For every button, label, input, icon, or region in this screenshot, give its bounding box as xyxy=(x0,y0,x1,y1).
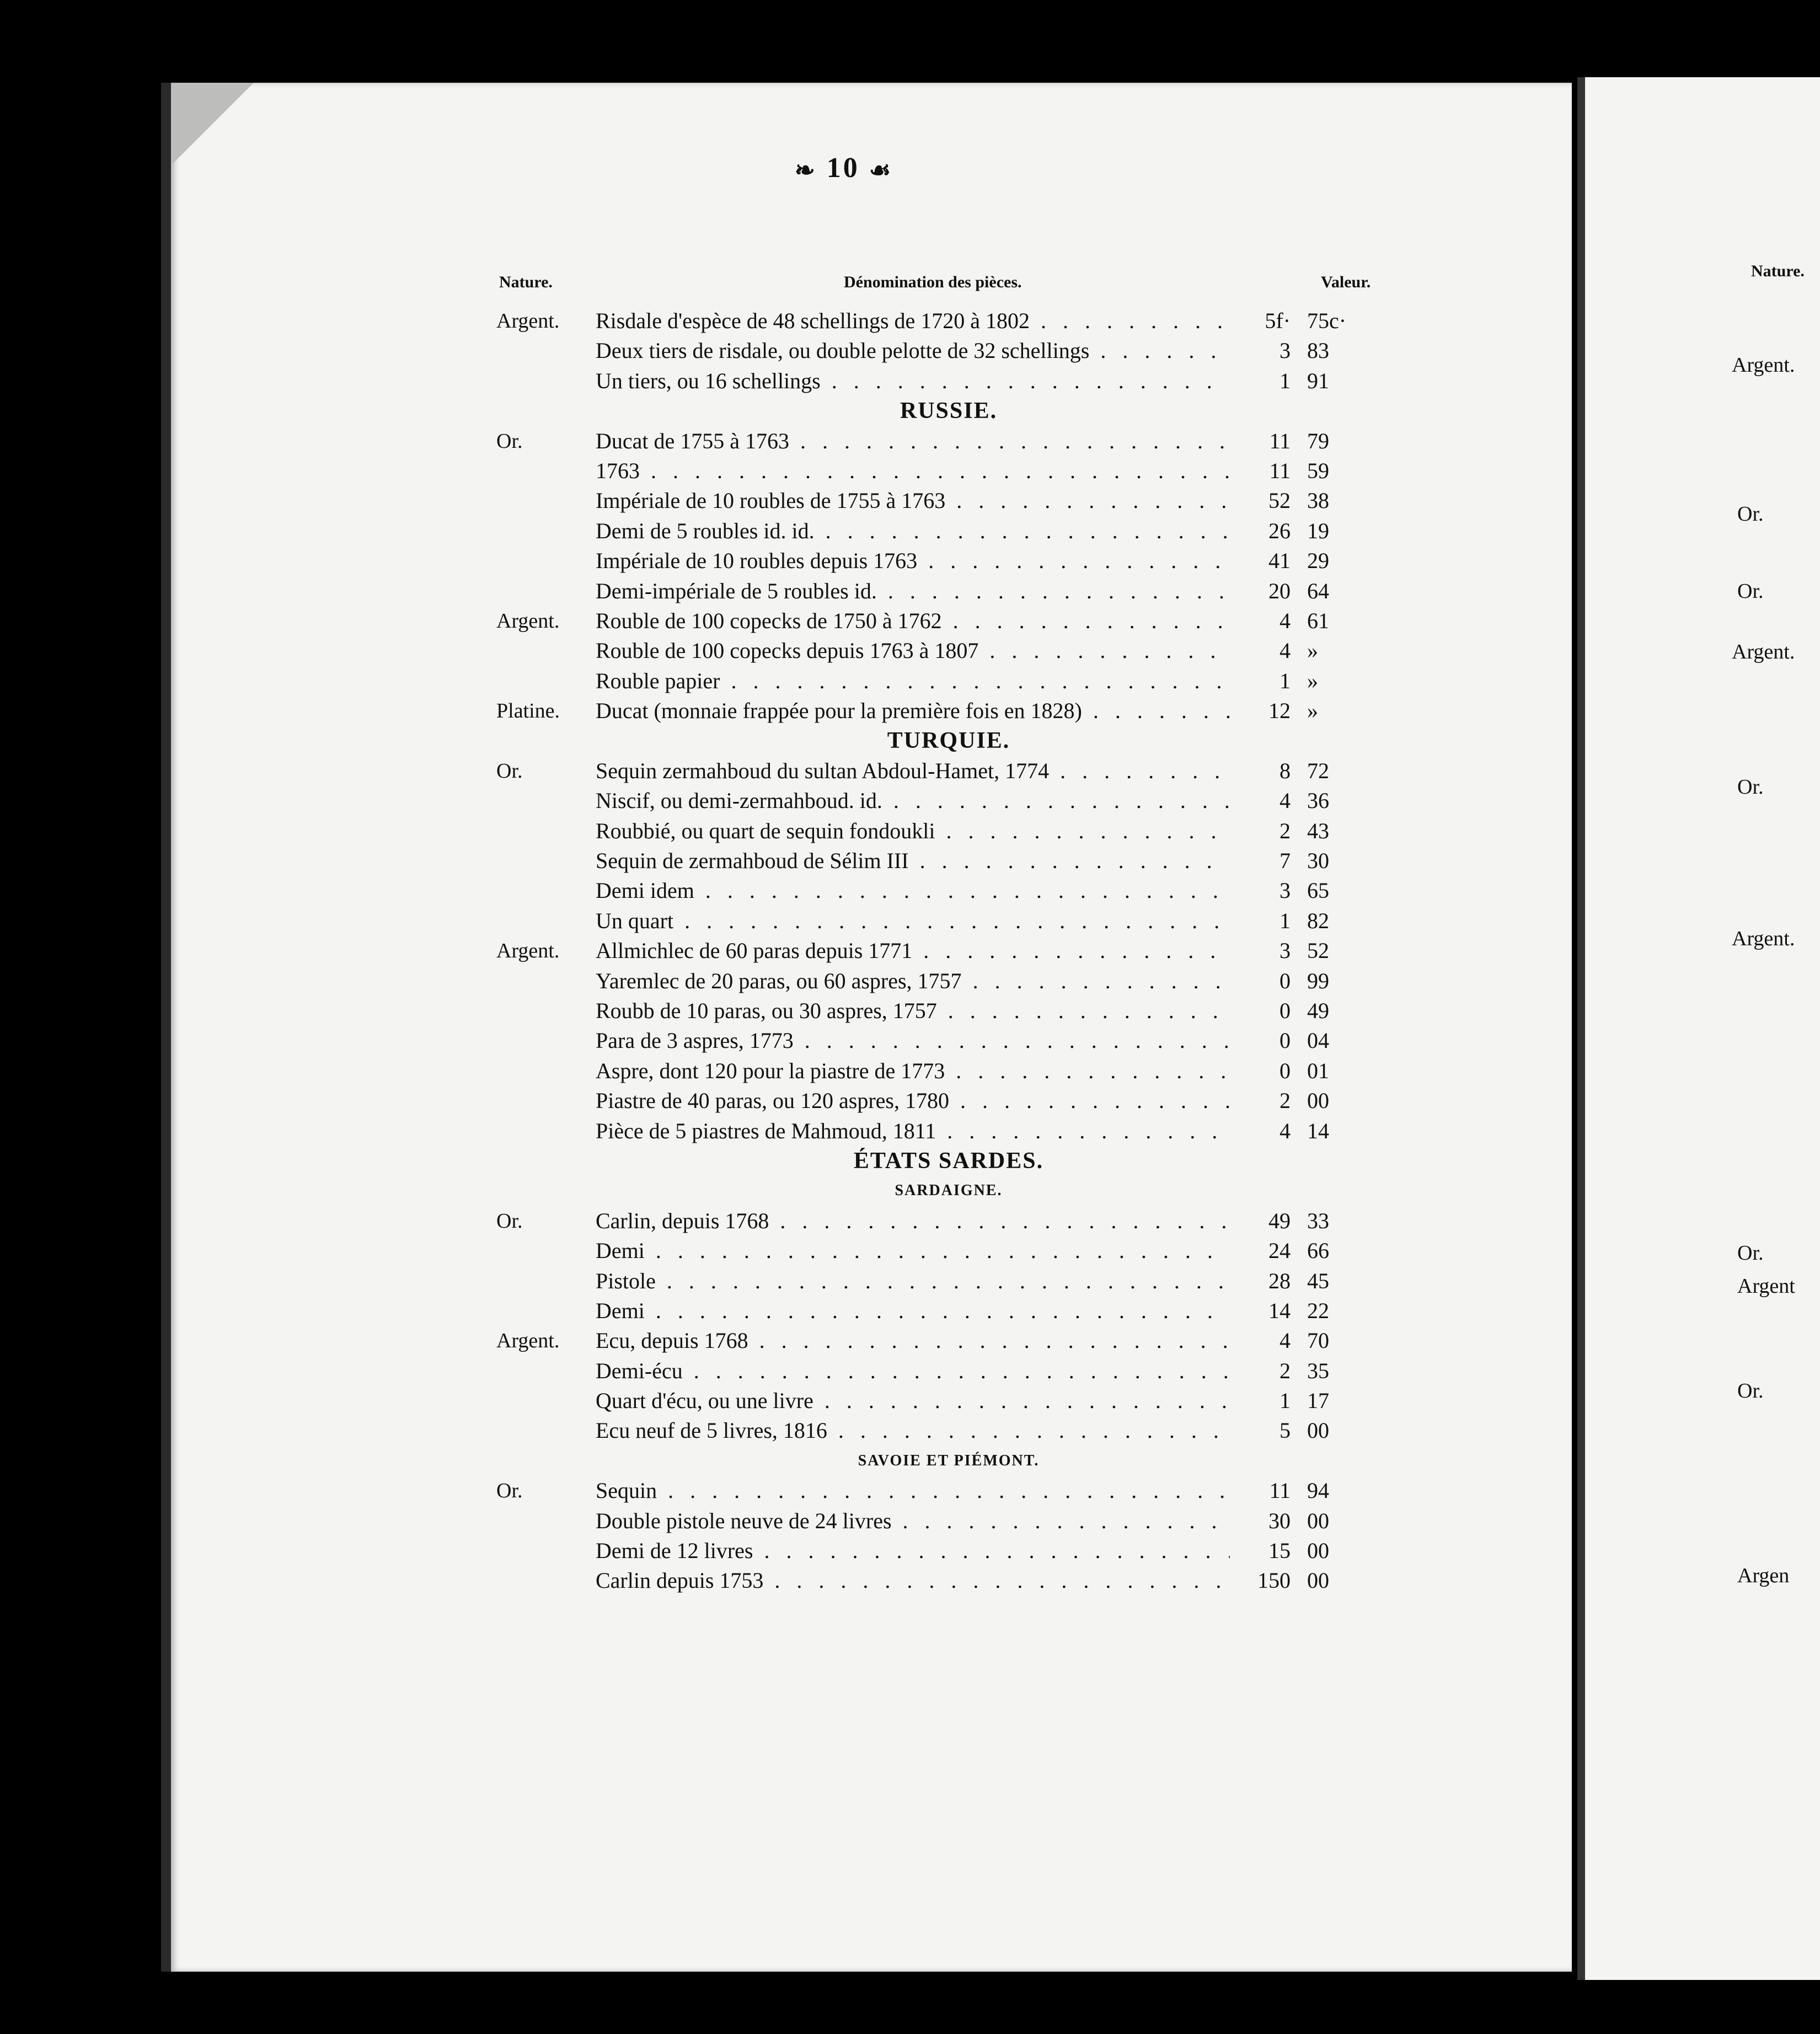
value-francs-cell: 0 xyxy=(1280,998,1291,1023)
value-centimes-cell: 70 xyxy=(1307,1328,1329,1353)
table-row xyxy=(496,576,1401,606)
denomination-cell: Carlin depuis 1753 . . . xyxy=(596,1566,1230,1596)
table-row xyxy=(496,1536,1401,1566)
denomination-cell: Impériale de 10 roubles de 1755 à 1763 . . . xyxy=(596,486,1230,516)
table-row xyxy=(496,1086,1401,1116)
value-centimes-cell: 59 xyxy=(1307,458,1329,483)
table-row xyxy=(496,1476,1401,1506)
table-row xyxy=(496,786,1401,816)
table-row xyxy=(496,1506,1401,1536)
nature-cell: Argent. xyxy=(496,939,560,963)
value-francs-cell: 2 xyxy=(1280,1088,1291,1114)
value-centimes-cell: 36 xyxy=(1307,788,1329,813)
value-centimes-cell: 00 xyxy=(1307,1088,1329,1114)
value-centimes-cell: 75c· xyxy=(1307,308,1347,333)
nature-cell: Argent. xyxy=(496,309,560,333)
denomination-cell: Sequin de zermahboud de Sélim III . . . xyxy=(596,846,1230,876)
value-centimes-cell: 22 xyxy=(1307,1298,1329,1323)
value-francs-cell: 4 xyxy=(1280,608,1291,633)
nature-cell: Or. xyxy=(496,1479,523,1503)
value-centimes-cell: 29 xyxy=(1307,548,1329,574)
denomination-cell: Demi . . . xyxy=(596,1296,1230,1326)
denomination-cell: Sequin zermahboud du sultan Abdoul-Hamet, 1774 . . . xyxy=(596,756,1230,786)
value-centimes-cell: 01 xyxy=(1307,1058,1329,1083)
denomination-cell: Rouble de 100 copecks depuis 1763 à 1807 . . . xyxy=(596,636,1230,666)
table-row xyxy=(496,816,1401,846)
value-francs-cell: 2 xyxy=(1280,1358,1291,1383)
denomination-cell: Deux tiers de risdale, ou double pelotte de 32 schellings . . . xyxy=(596,336,1230,366)
denomination-cell: Un quart . . . xyxy=(596,906,1230,936)
value-francs-cell: 3 xyxy=(1280,938,1291,964)
table-row xyxy=(496,1326,1401,1356)
value-centimes-cell: 49 xyxy=(1307,998,1329,1023)
value-centimes-cell: » xyxy=(1307,668,1318,693)
table-row xyxy=(496,666,1401,696)
value-francs-cell: 7 xyxy=(1280,848,1291,874)
value-centimes-cell: 04 xyxy=(1307,1028,1329,1053)
nature-cell: Or. xyxy=(496,759,523,783)
table-row xyxy=(496,516,1401,546)
value-centimes-cell: 64 xyxy=(1307,578,1329,603)
table-row xyxy=(496,936,1401,966)
value-francs-cell: 15 xyxy=(1268,1538,1291,1564)
ornament-left-icon: ❧ xyxy=(794,157,817,184)
value-centimes-cell: 65 xyxy=(1307,878,1329,903)
table-row xyxy=(496,336,1401,366)
denomination-cell: Rouble papier . . . xyxy=(596,666,1230,696)
table-row xyxy=(496,756,1401,786)
denomination-cell: Para de 3 aspres, 1773 . . . xyxy=(596,1026,1230,1056)
page-number-header xyxy=(734,152,954,185)
nature-cell: Or. xyxy=(496,429,523,453)
value-centimes-cell: 30 xyxy=(1307,848,1329,874)
denomination-cell: Demi-impériale de 5 roubles id. . . . xyxy=(596,576,1230,606)
nature-cell: Argent. xyxy=(496,1329,560,1353)
value-centimes-cell: 79 xyxy=(1307,428,1329,453)
table-row xyxy=(496,1296,1401,1326)
value-francs-cell: 1 xyxy=(1280,1388,1291,1414)
value-centimes-cell: 83 xyxy=(1307,338,1329,363)
nature-cell: Argent. xyxy=(496,609,560,633)
next-page-nature-label: Or. xyxy=(1737,580,1764,603)
value-francs-cell: 1 xyxy=(1280,368,1291,393)
next-page-nature-label: Argent xyxy=(1737,1275,1795,1298)
value-francs-cell: 41 xyxy=(1268,548,1291,574)
value-francs-cell: 3 xyxy=(1280,878,1291,903)
table-row xyxy=(496,1566,1401,1596)
value-francs-cell: 28 xyxy=(1268,1268,1291,1293)
next-page-nature-label: Argent. xyxy=(1732,354,1795,377)
value-francs-cell: 49 xyxy=(1268,1208,1291,1233)
ornament-right-icon: ☙ xyxy=(869,157,893,184)
value-centimes-cell: 91 xyxy=(1307,368,1329,393)
denomination-cell: 1763 . . . xyxy=(596,456,1230,486)
page-number: 10 xyxy=(826,152,860,184)
denomination-cell: Ecu neuf de 5 livres, 1816 . . . xyxy=(596,1416,1230,1446)
denomination-cell: Un tiers, ou 16 schellings . . . xyxy=(596,366,1230,396)
value-centimes-cell: 72 xyxy=(1307,758,1329,783)
denomination-cell: Yaremlec de 20 paras, ou 60 aspres, 1757 . . . xyxy=(596,966,1230,996)
value-francs-cell: 8 xyxy=(1280,758,1291,783)
denomination-cell: Double pistole neuve de 24 livres . . . xyxy=(596,1506,1230,1536)
value-francs-cell: 1 xyxy=(1280,668,1291,693)
section-title: ÉTATS SARDES. xyxy=(853,1148,1044,1174)
next-page-nature-label: Or. xyxy=(1737,502,1764,526)
value-francs-cell: 0 xyxy=(1280,1058,1291,1083)
value-centimes-cell: 33 xyxy=(1307,1208,1329,1233)
denomination-cell: Rouble de 100 copecks de 1750 à 1762 . . . xyxy=(596,606,1230,636)
value-centimes-cell: 43 xyxy=(1307,818,1329,843)
next-page-nature-label: Or. xyxy=(1737,775,1764,799)
next-page-header: Nature. xyxy=(1751,262,1805,280)
value-centimes-cell: 00 xyxy=(1307,1538,1329,1564)
value-centimes-cell: 19 xyxy=(1307,518,1329,543)
denomination-cell: Demi idem . . . xyxy=(596,876,1230,906)
table-row xyxy=(496,1236,1401,1266)
next-page-nature-label: Argen xyxy=(1737,1564,1790,1587)
denomination-cell: Pistole . . . xyxy=(596,1266,1230,1296)
denomination-cell: Ducat de 1755 à 1763 . . . xyxy=(596,426,1230,456)
next-page-nature-label: Or. xyxy=(1737,1241,1764,1265)
table-row xyxy=(496,846,1401,876)
value-centimes-cell: 17 xyxy=(1307,1388,1329,1414)
value-francs-cell: 0 xyxy=(1280,1028,1291,1053)
table-row xyxy=(496,306,1401,336)
value-centimes-cell: 94 xyxy=(1307,1478,1329,1503)
denomination-cell: Roubbié, ou quart de sequin fondoukli . . . xyxy=(596,816,1230,846)
column-header-valeur: Valeur. xyxy=(1321,273,1371,291)
page-corner-fold xyxy=(171,83,254,165)
value-centimes-cell: 35 xyxy=(1307,1358,1329,1383)
denomination-cell: Allmichlec de 60 paras depuis 1771 . . . xyxy=(596,936,1230,966)
value-francs-cell: 5 xyxy=(1280,1418,1291,1443)
value-francs-cell: 11 xyxy=(1269,458,1291,483)
denomination-cell: Demi . . . xyxy=(596,1236,1230,1266)
denomination-cell: Aspre, dont 120 pour la piastre de 1773 . . . xyxy=(596,1056,1230,1086)
section-title: RUSSIE. xyxy=(900,398,998,424)
value-centimes-cell: 82 xyxy=(1307,908,1329,933)
value-centimes-cell: 52 xyxy=(1307,938,1329,964)
subsection-title: SAVOIE ET PIÉMONT. xyxy=(858,1452,1040,1469)
table-row xyxy=(496,906,1401,936)
table-row xyxy=(496,1356,1401,1386)
subsection-title: SARDAIGNE. xyxy=(895,1182,1003,1200)
value-francs-cell: 11 xyxy=(1269,428,1291,453)
value-centimes-cell: 00 xyxy=(1307,1568,1329,1593)
value-francs-cell: 4 xyxy=(1280,638,1291,663)
value-francs-cell: 12 xyxy=(1268,698,1291,724)
denomination-cell: Ecu, depuis 1768 . . . xyxy=(596,1326,1230,1356)
table-row xyxy=(496,1026,1401,1056)
value-francs-cell: 14 xyxy=(1268,1298,1291,1323)
value-centimes-cell: 61 xyxy=(1307,608,1329,633)
value-francs-cell: 5f· xyxy=(1265,308,1291,333)
nature-cell: Or. xyxy=(496,1209,523,1233)
table-row xyxy=(496,1056,1401,1086)
denomination-cell: Impériale de 10 roubles depuis 1763 . . . xyxy=(596,546,1230,576)
denomination-cell: Ducat (monnaie frappée pour la première fois en 1828) . . . xyxy=(596,696,1230,726)
table-row xyxy=(496,966,1401,996)
table-row xyxy=(496,696,1401,726)
value-centimes-cell: 66 xyxy=(1307,1238,1329,1264)
table-row xyxy=(496,456,1401,486)
denomination-cell: Demi de 5 roubles id. id. . . . xyxy=(596,516,1230,546)
table-row xyxy=(496,546,1401,576)
denomination-cell: Carlin, depuis 1768 . . . xyxy=(596,1206,1230,1236)
value-francs-cell: 30 xyxy=(1268,1508,1291,1533)
value-centimes-cell: 38 xyxy=(1307,488,1329,513)
value-centimes-cell: 00 xyxy=(1307,1508,1329,1533)
table-row xyxy=(496,1116,1401,1146)
table-row xyxy=(496,1386,1401,1416)
nature-cell: Platine. xyxy=(496,699,560,723)
table-row xyxy=(496,1416,1401,1446)
table-row xyxy=(496,606,1401,636)
denomination-cell: Demi-écu . . . xyxy=(596,1356,1230,1386)
denomination-cell: Sequin . . . xyxy=(596,1476,1230,1506)
next-page-nature-label: Argent. xyxy=(1732,640,1795,663)
table-row xyxy=(496,876,1401,906)
value-francs-cell: 11 xyxy=(1269,1478,1291,1503)
value-francs-cell: 26 xyxy=(1268,518,1291,543)
denomination-cell: Roubb de 10 paras, ou 30 aspres, 1757 . . . xyxy=(596,996,1230,1026)
table-row xyxy=(496,426,1401,456)
value-francs-cell: 3 xyxy=(1280,338,1291,363)
value-francs-cell: 1 xyxy=(1280,908,1291,933)
value-centimes-cell: 45 xyxy=(1307,1268,1329,1293)
next-page-nature-label: Or. xyxy=(1737,1379,1764,1403)
denomination-cell: Demi de 12 livres . . . xyxy=(596,1536,1230,1566)
value-francs-cell: 150 xyxy=(1257,1568,1291,1593)
column-header-denomination: Dénomination des pièces. xyxy=(844,273,1022,291)
value-centimes-cell: 14 xyxy=(1307,1118,1329,1143)
value-centimes-cell: » xyxy=(1307,698,1318,724)
table-row xyxy=(496,486,1401,516)
value-francs-cell: 0 xyxy=(1280,968,1291,993)
value-centimes-cell: » xyxy=(1307,638,1318,663)
value-francs-cell: 2 xyxy=(1280,818,1291,843)
table-row xyxy=(496,1206,1401,1236)
table-row xyxy=(496,996,1401,1026)
denomination-cell: Quart d'écu, ou une livre . . . xyxy=(596,1386,1230,1416)
value-francs-cell: 4 xyxy=(1280,1118,1291,1143)
column-header-nature: Nature. xyxy=(499,273,553,291)
denomination-cell: Pièce de 5 piastres de Mahmoud, 1811 . . . xyxy=(596,1116,1230,1146)
value-francs-cell: 20 xyxy=(1268,578,1291,603)
table-row xyxy=(496,1266,1401,1296)
denomination-cell: Niscif, ou demi-zermahboud. id. . . . xyxy=(596,786,1230,816)
value-francs-cell: 24 xyxy=(1268,1238,1291,1264)
value-centimes-cell: 99 xyxy=(1307,968,1329,993)
table-row xyxy=(496,366,1401,396)
value-francs-cell: 52 xyxy=(1268,488,1291,513)
next-page-nature-label: Argent. xyxy=(1732,927,1795,950)
value-francs-cell: 4 xyxy=(1280,1328,1291,1353)
coin-value-table xyxy=(496,306,1401,1596)
table-row xyxy=(496,636,1401,666)
value-centimes-cell: 00 xyxy=(1307,1418,1329,1443)
value-francs-cell: 4 xyxy=(1280,788,1291,813)
denomination-cell: Piastre de 40 paras, ou 120 aspres, 1780 . . . xyxy=(596,1086,1230,1116)
denomination-cell: Risdale d'espèce de 48 schellings de 1720 à 1802 . . . xyxy=(596,306,1230,336)
section-title: TURQUIE. xyxy=(887,728,1010,754)
